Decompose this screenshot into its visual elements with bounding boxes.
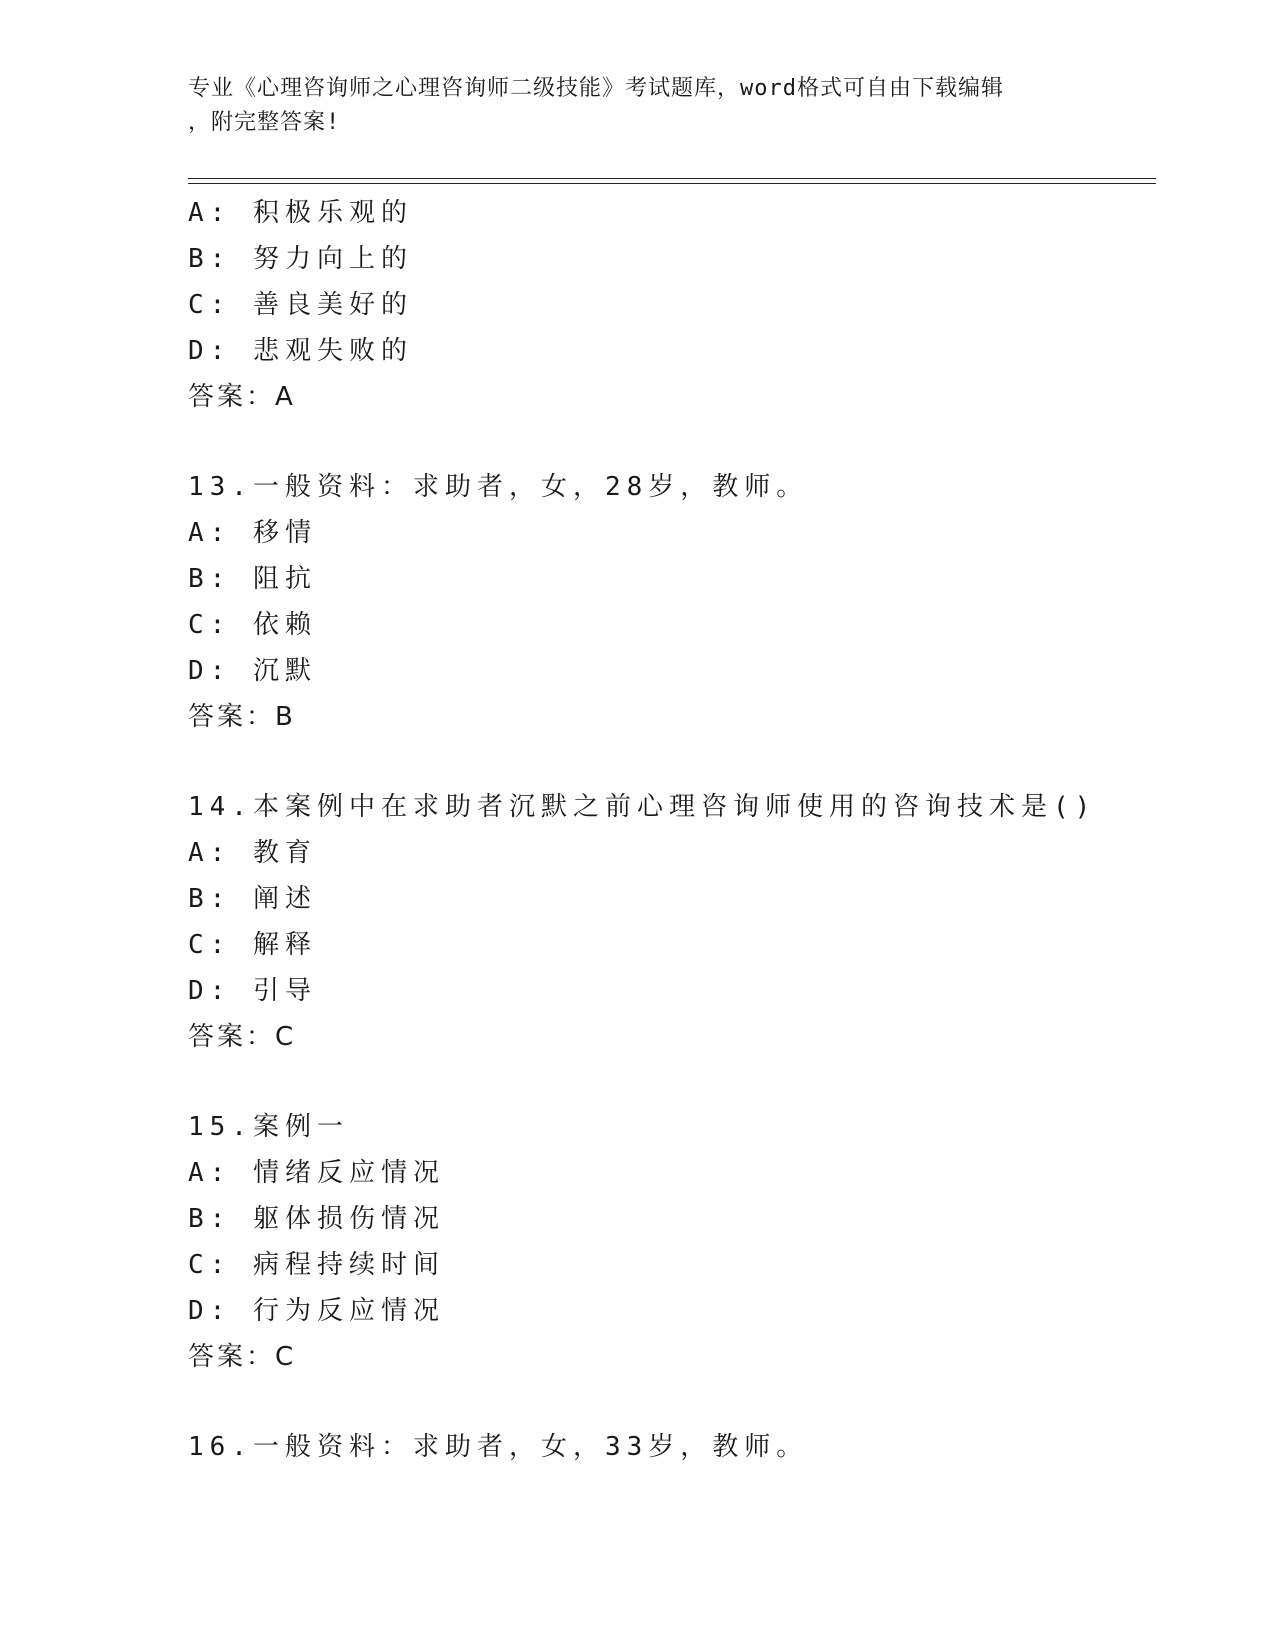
option-c: C: 病程持续时间 <box>188 1250 445 1280</box>
header-divider-top <box>188 178 1156 179</box>
option-d: D: 行为反应情况 <box>188 1296 445 1326</box>
option-c: C: 善良美好的 <box>188 290 413 320</box>
answer-line: 答案：C <box>188 1342 297 1372</box>
option-d: D: 悲观失败的 <box>188 336 413 366</box>
question-block-13 <box>188 464 1148 740</box>
question-block-16 <box>188 1424 1148 1470</box>
answer-line: 答案：B <box>188 702 296 732</box>
option-c: C: 解释 <box>188 930 317 960</box>
answer-line: 答案：C <box>188 1022 297 1052</box>
option-d: D: 沉默 <box>188 656 317 686</box>
question-block-15 <box>188 1104 1148 1380</box>
question-text: 15.案例一 <box>188 1112 349 1142</box>
option-c: C: 依赖 <box>188 610 317 640</box>
option-a: A: 教育 <box>188 838 317 868</box>
document-header <box>188 72 1088 140</box>
header-divider-bottom <box>188 183 1156 184</box>
option-a: A: 积极乐观的 <box>188 198 413 228</box>
question-text: 14.本案例中在求助者沉默之前心理咨询师使用的咨询技术是() <box>188 792 1097 822</box>
question-list <box>188 190 1148 1470</box>
option-a: A: 情绪反应情况 <box>188 1158 445 1188</box>
option-b: B: 躯体损伤情况 <box>188 1204 445 1234</box>
question-text: 13.一般资料：求助者，女，28岁，教师。 <box>188 472 809 502</box>
header-line-2: ，附完整答案! <box>188 110 341 135</box>
header-line-1: 专业《心理咨询师之心理咨询师二级技能》考试题库，word格式可自由下载编辑 <box>188 76 1004 101</box>
answer-line: 答案：A <box>188 382 296 412</box>
question-block-12 <box>188 190 1148 420</box>
option-a: A: 移情 <box>188 518 317 548</box>
option-b: B: 努力向上的 <box>188 244 413 274</box>
option-b: B: 阐述 <box>188 884 317 914</box>
question-text: 16.一般资料：求助者，女，33岁，教师。 <box>188 1432 809 1462</box>
option-d: D: 引导 <box>188 976 317 1006</box>
question-block-14 <box>188 784 1148 1060</box>
option-b: B: 阻抗 <box>188 564 317 594</box>
